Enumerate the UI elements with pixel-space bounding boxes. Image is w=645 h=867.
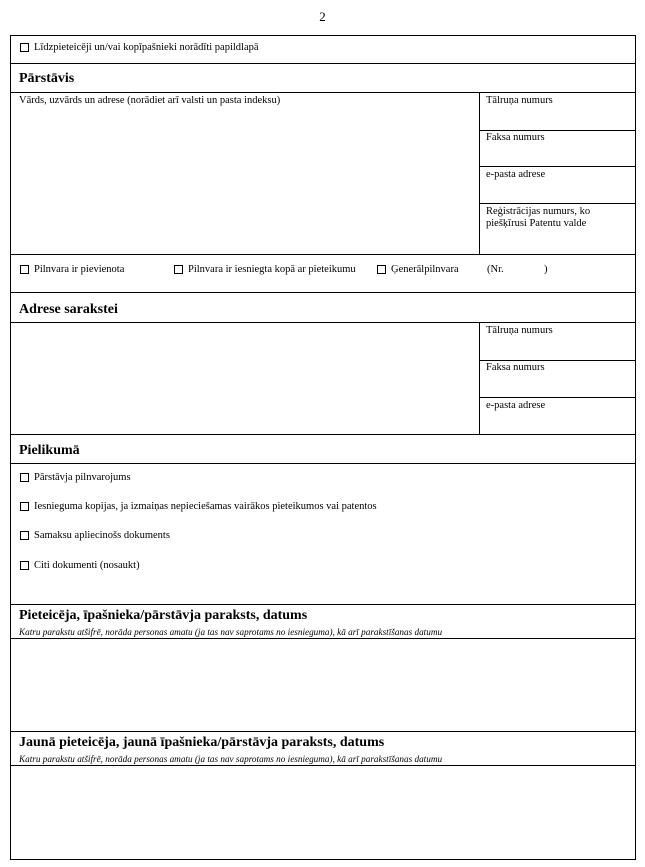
divider <box>479 203 636 204</box>
rep-fax-field[interactable] <box>480 145 635 166</box>
corr-phone-field[interactable] <box>480 338 635 360</box>
divider <box>10 604 636 605</box>
power-nr-field[interactable] <box>508 262 542 277</box>
divider <box>10 92 636 93</box>
corr-email-field[interactable] <box>480 413 635 434</box>
rep-registration-field[interactable] <box>480 231 635 254</box>
rep-phone-field[interactable] <box>480 108 635 130</box>
power-attached-checkbox[interactable] <box>20 265 29 274</box>
rep-registration-label: Reģistrācijas numurs, ko piešķīrusi Patentu valde <box>486 206 591 229</box>
attachment-checkbox[interactable] <box>20 531 29 540</box>
general-power-label: Ģenerālpilnvara <box>391 264 459 275</box>
co-applicants-checkbox[interactable] <box>20 43 29 52</box>
attachment-label: Citi dokumenti (nosaukt) <box>34 560 140 571</box>
name-address-field[interactable] <box>11 108 479 254</box>
attachment-item[interactable] <box>20 501 440 515</box>
divider <box>10 731 636 732</box>
signature-note: Katru parakstu atšifrē, norāda personas amatu (ja tas nav saprotams no iesnieguma), kā arī parakstīšanas datumu <box>19 627 443 637</box>
co-applicants-option[interactable] <box>20 42 420 56</box>
power-submitted-checkbox[interactable] <box>174 265 183 274</box>
divider <box>10 292 636 293</box>
divider <box>10 463 636 464</box>
signature-field[interactable] <box>11 639 635 730</box>
power-submitted-label: Pilnvara ir iesniegta kopā ar pieteikumu <box>188 264 356 275</box>
divider <box>10 434 636 435</box>
corr-fax-label: Faksa numurs <box>486 362 545 373</box>
corr-fax-field[interactable] <box>480 375 635 397</box>
new-signature-heading: Jaunā pieteicēja, jaunā īpašnieka/pārstāvja paraksts, datums <box>19 735 385 750</box>
new-signature-field[interactable] <box>11 766 635 859</box>
rep-fax-label: Faksa numurs <box>486 132 545 143</box>
attachment-label: Samaksu apliecinošs dokuments <box>34 530 170 541</box>
attachments-heading: Pielikumā <box>19 443 80 458</box>
divider <box>479 130 636 131</box>
rep-email-label: e-pasta adrese <box>486 169 546 180</box>
new-signature-note: Katru parakstu atšifrē, norāda personas amatu (ja tas nav saprotams no iesnieguma), kā arī parakstīšanas datumu <box>19 754 443 764</box>
correspondence-address-field[interactable] <box>11 323 479 434</box>
attachment-item[interactable] <box>20 560 270 574</box>
divider <box>10 254 636 255</box>
attachment-checkbox[interactable] <box>20 561 29 570</box>
signature-heading: Pieteicēja, īpašnieka/pārstāvja paraksts, datums <box>19 608 308 623</box>
corr-phone-label: Tālruņa numurs <box>486 325 553 336</box>
attachment-item[interactable] <box>20 530 270 544</box>
corr-email-label: e-pasta adrese <box>486 400 546 411</box>
divider <box>479 360 636 361</box>
page-number: 2 <box>319 9 326 24</box>
power-nr-close: ) <box>544 264 548 275</box>
co-applicants-label: Līdzpieteicēji un/vai kopīpašnieki norādīti papildlapā <box>34 42 259 53</box>
attachment-label: Iesnieguma kopijas, ja izmaiņas nepieciešamas vairākos pieteikumos vai patentos <box>34 501 377 512</box>
correspondence-heading: Adrese sarakstei <box>19 302 118 317</box>
divider <box>479 166 636 167</box>
power-attached-option[interactable] <box>20 264 170 278</box>
rep-email-field[interactable] <box>480 182 635 203</box>
power-submitted-option[interactable] <box>174 264 374 278</box>
attachment-checkbox[interactable] <box>20 473 29 482</box>
name-address-label: Vārds, uzvārds un adrese (norādiet arī valsti un pasta indeksu) <box>19 95 281 106</box>
representative-heading: Pārstāvis <box>19 71 75 86</box>
general-power-option[interactable] <box>377 264 477 278</box>
divider <box>10 63 636 64</box>
rep-phone-label: Tālruņa numurs <box>486 95 553 106</box>
power-nr-label: (Nr. <box>487 264 504 275</box>
power-attached-label: Pilnvara ir pievienota <box>34 264 125 275</box>
divider <box>479 397 636 398</box>
general-power-checkbox[interactable] <box>377 265 386 274</box>
attachment-label: Pārstāvja pilnvarojums <box>34 472 131 483</box>
attachment-item[interactable] <box>20 472 270 486</box>
attachment-checkbox[interactable] <box>20 502 29 511</box>
